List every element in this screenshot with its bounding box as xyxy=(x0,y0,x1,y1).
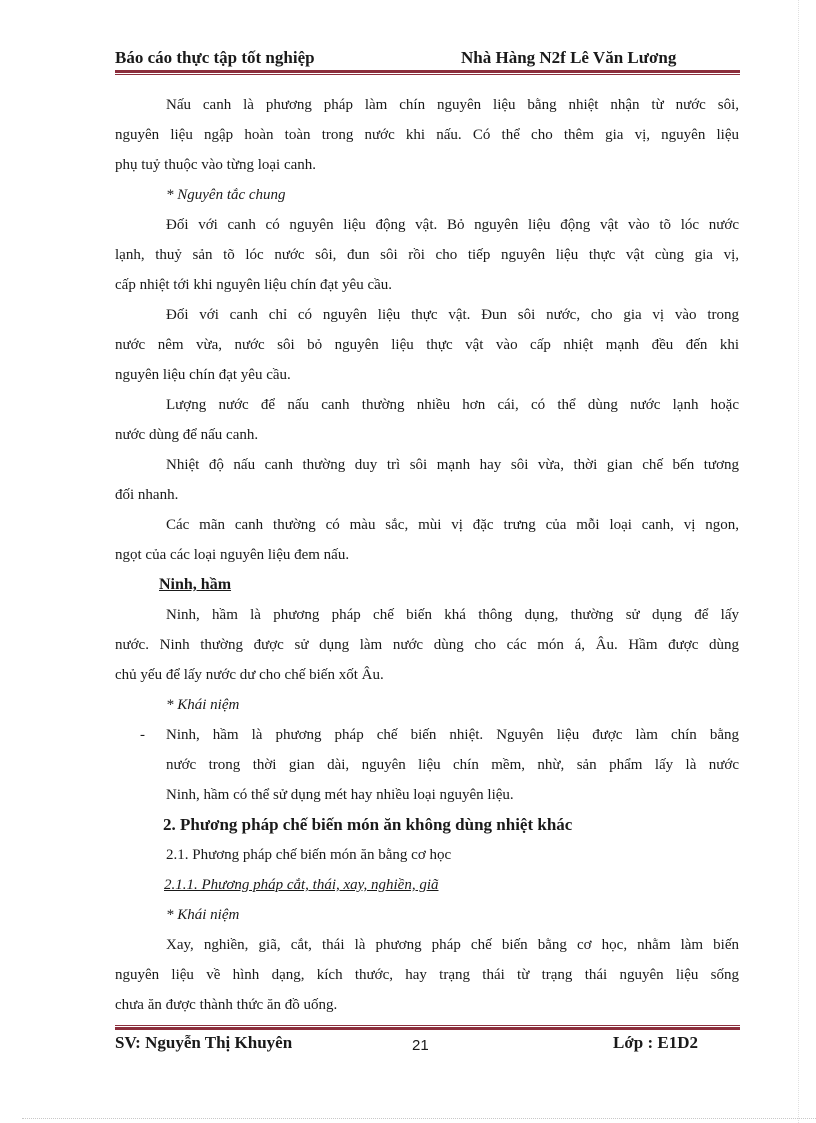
page-header xyxy=(115,48,740,70)
paragraph-line: phụ tuỷ thuộc vào từng loại canh. xyxy=(115,157,317,173)
bullet-line: Ninh, hầm có thể sử dụng mét hay nhiều loại nguyên liệu. xyxy=(166,787,514,803)
paragraph-line: chưa ăn được thành thức ăn đồ uống. xyxy=(115,997,338,1013)
paragraph-line: nguyên liệu ngập hoàn toàn trong nước khi nấu. Có thể cho thêm gia vị, nguyên liệu xyxy=(115,127,739,143)
page-edge-dotted-line xyxy=(22,1118,816,1119)
page-body xyxy=(115,90,739,1020)
paragraph-line: Đối với canh chỉ có nguyên liệu thực vật. Đun sôi nước, cho gia vị vào trong xyxy=(166,307,739,323)
page-footer xyxy=(115,1033,740,1057)
header-report-title: Báo cáo thực tập tốt nghiệp xyxy=(115,48,315,67)
paragraph-line: Lượng nước để nấu canh thường nhiều hơn cái, có thể dùng nước lạnh hoặc xyxy=(166,397,739,413)
footer-student-name: SV: Nguyễn Thị Khuyên xyxy=(115,1033,293,1052)
paragraph-line: đối nhanh. xyxy=(115,487,179,503)
paragraph-line: ngọt của các loại nguyên liệu đem nấu. xyxy=(115,547,350,563)
footer-class: Lớp : E1D2 xyxy=(613,1033,698,1052)
paragraph-line: nước dùng để nấu canh. xyxy=(115,427,259,443)
paragraph-line: cấp nhiệt tới khi nguyên liệu chín đạt yêu cầu. xyxy=(115,277,393,293)
paragraph-line: Xay, nghiền, giã, cắt, thái là phương pháp chế biến bằng cơ học, nhằm làm biến xyxy=(166,937,739,953)
paragraph-line: Đối với canh có nguyên liệu động vật. Bỏ nguyên liệu động vật vào tõ lóc nước xyxy=(166,217,739,233)
page-edge-dotted-vertical xyxy=(798,0,799,1123)
paragraph-line: Các mãn canh thường có màu sắc, mùi vị đặc trưng của mỗi loại canh, vị ngon, xyxy=(166,517,739,533)
footer-rule xyxy=(115,1024,740,1030)
subsection-heading: 2.1. Phương pháp chế biến món ăn bằng cơ học xyxy=(166,847,452,863)
page-number: 21 xyxy=(412,1037,429,1054)
bullet-line: nước trong thời gian dài, nguyên liệu chín mềm, nhừ, sản phẩm lấy là nước xyxy=(166,757,739,773)
section-label: * Khái niệm xyxy=(166,907,240,923)
section-label: * Nguyên tắc chung xyxy=(166,187,286,203)
header-restaurant-name: Nhà Hàng N2f Lê Văn Lương xyxy=(461,48,677,67)
section-heading-ninh-ham: Ninh, hầm xyxy=(159,576,232,593)
paragraph-line: Nấu canh là phương pháp làm chín nguyên liệu bằng nhiệt nhận từ nước sôi, xyxy=(166,97,739,113)
paragraph-line: lạnh, thuỷ sản tõ lóc nước sôi, đun sôi rồi cho tiếp nguyên liệu thực vật cùng gia vị, xyxy=(115,247,739,263)
paragraph-line: Ninh, hầm là phương pháp chế biến khá thông dụng, thường sử dụng để lấy xyxy=(166,607,739,623)
paragraph-line: chủ yếu để lấy nước dư cho chế biến xốt Âu. xyxy=(115,667,384,683)
dash-bullet: - xyxy=(140,727,145,743)
paragraph-line: nước nêm vừa, nước sôi bỏ nguyên liệu thực vật vào cấp nhiệt mạnh đều đến khi xyxy=(115,337,739,353)
chapter-heading: 2. Phương pháp chế biến món ăn không dùng nhiệt khác xyxy=(163,815,573,834)
paragraph-line: nguyên liệu chín đạt yêu cầu. xyxy=(115,367,291,383)
paragraph-line: Nhiệt độ nấu canh thường duy trì sôi mạnh hay sôi vừa, thời gian chế bến tương xyxy=(166,457,739,473)
header-rule xyxy=(115,70,740,75)
paragraph-line: nước. Ninh thường được sử dụng làm nước dùng cho các món á, Âu. Hầm được dùng xyxy=(115,637,739,653)
bullet-line: Ninh, hầm là phương pháp chế biến nhiệt. Nguyên liệu được làm chín bằng xyxy=(166,727,739,743)
paragraph-line: nguyên liệu về hình dạng, kích thước, hay trạng thái từ trạng thái nguyên liệu sống xyxy=(115,967,739,983)
bullet-item xyxy=(115,720,739,810)
section-label: * Khái niệm xyxy=(166,697,240,713)
subsubsection-heading: 2.1.1. Phương pháp cắt, thái, xay, nghiền, giã xyxy=(164,877,439,893)
